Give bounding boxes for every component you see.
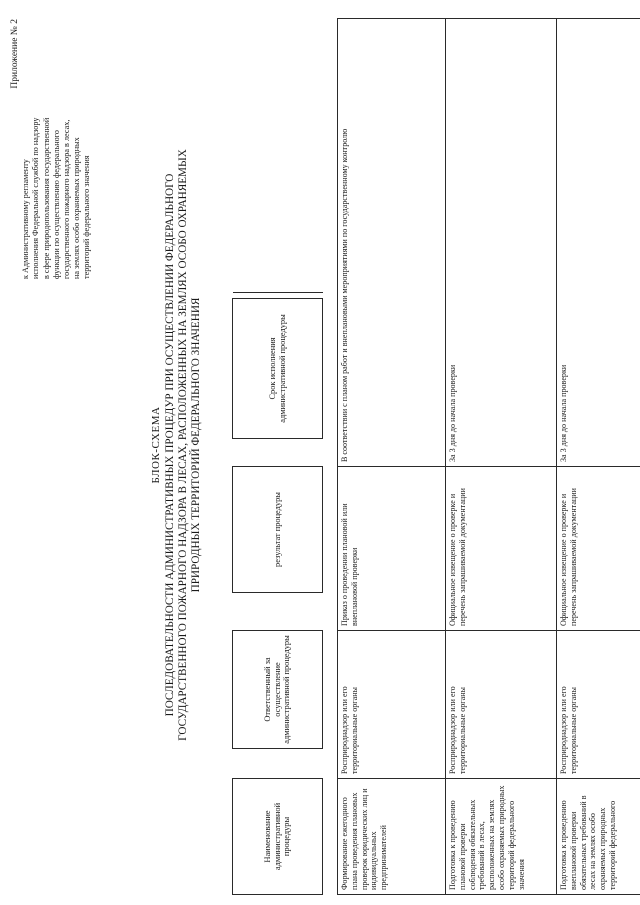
- document-title: БЛОК-СХЕМА: [150, 406, 162, 484]
- cell-responsible: Росприроднадзор или его территориальные органы: [557, 631, 640, 779]
- appendix-number: Приложение № 2: [10, 19, 20, 89]
- appendix-line: территорий федерального значения: [82, 155, 92, 279]
- header-cell-term: Срок исполнения административной процедуры: [233, 299, 323, 439]
- appendix-note: [10, 19, 93, 279]
- heading-line: ГОСУДАРСТВЕННОГО ПОЖАРНОГО НАДЗОРА В ЛЕСАХ, РАСПОЛОЖЕННЫХ НА ЗЕМЛЯХ ОСОБО ОХРАНЯЕМЫХ: [177, 149, 189, 741]
- header-spacer: [233, 593, 323, 631]
- heading-line: ПОСЛЕДОВАТЕЛЬНОСТИ АДМИНИСТРАТИВНЫХ ПРОЦЕДУР ПРИ ОСУЩЕСТВЛЕНИИ ФЕДЕРАЛЬНОГО: [164, 173, 176, 717]
- header-cell-result: результат процедуры: [233, 467, 323, 593]
- header-spacer: [233, 293, 323, 299]
- table-header-row: [233, 19, 323, 895]
- document-heading: [150, 125, 203, 765]
- appendix-line: государственного пожарного надзора в лесах,: [62, 119, 72, 279]
- header-spacer: [233, 749, 323, 779]
- cell-result: Приказ о проведении плановой или внеплановой проверки: [338, 467, 446, 631]
- table-gap: [323, 19, 338, 895]
- appendix-line: к Административному регламенту: [21, 159, 31, 279]
- cell-name: Подготовка к проведению плановой проверки соблюдения обязательных требований в лесах, расположенных на землях особо охраняемых природных территорий федерального значения: [446, 779, 557, 895]
- header-cell-name: Наименование административной процедуры: [233, 779, 323, 895]
- heading-line: ПРИРОДНЫХ ТЕРРИТОРИЙ ФЕДЕРАЛЬНОГО ЗНАЧЕНИЯ: [190, 297, 202, 593]
- cell-term: За 3 дня до начала проверки: [557, 19, 640, 467]
- cell-term: За 3 дня до начала проверки: [446, 19, 557, 467]
- procedures-table: [232, 18, 640, 895]
- cell-name: Формирование ежегодного плана проведения плановых проверок юридических лиц и индивидуальных предпринимателей: [338, 779, 446, 895]
- table-row: [557, 19, 640, 895]
- cell-name: Подготовка к проведению внеплановой проверки обязательных требований в лесах на землях особо охраняемых природных территорий федерального: [557, 779, 640, 895]
- cell-result: Официальное извещение о проверке и перечень запрашиваемой документации: [446, 467, 557, 631]
- appendix-line: на землях особо охраняемых природных: [72, 137, 82, 279]
- cell-term: В соответствии с планом работ и внеплановыми мероприятиями по государственному контролю: [338, 19, 446, 467]
- header-spacer: [233, 19, 323, 293]
- table-row: [338, 19, 446, 895]
- cell-responsible: Росприроднадзор или его территориальные органы: [446, 631, 557, 779]
- table-row: [446, 19, 557, 895]
- cell-responsible: Росприроднадзор или его территориальные органы: [338, 631, 446, 779]
- appendix-line: функции по осуществлению федерального: [51, 130, 61, 279]
- appendix-line: исполнения Федеральной службой по надзору: [31, 117, 41, 279]
- appendix-line: в сфере природопользования государственной: [41, 117, 51, 279]
- cell-result: Официальное извещение о проверке и перечень запрашиваемой документации: [557, 467, 640, 631]
- header-cell-responsible: Ответственный за осуществление административной процедуры: [233, 631, 323, 749]
- header-spacer: [233, 439, 323, 467]
